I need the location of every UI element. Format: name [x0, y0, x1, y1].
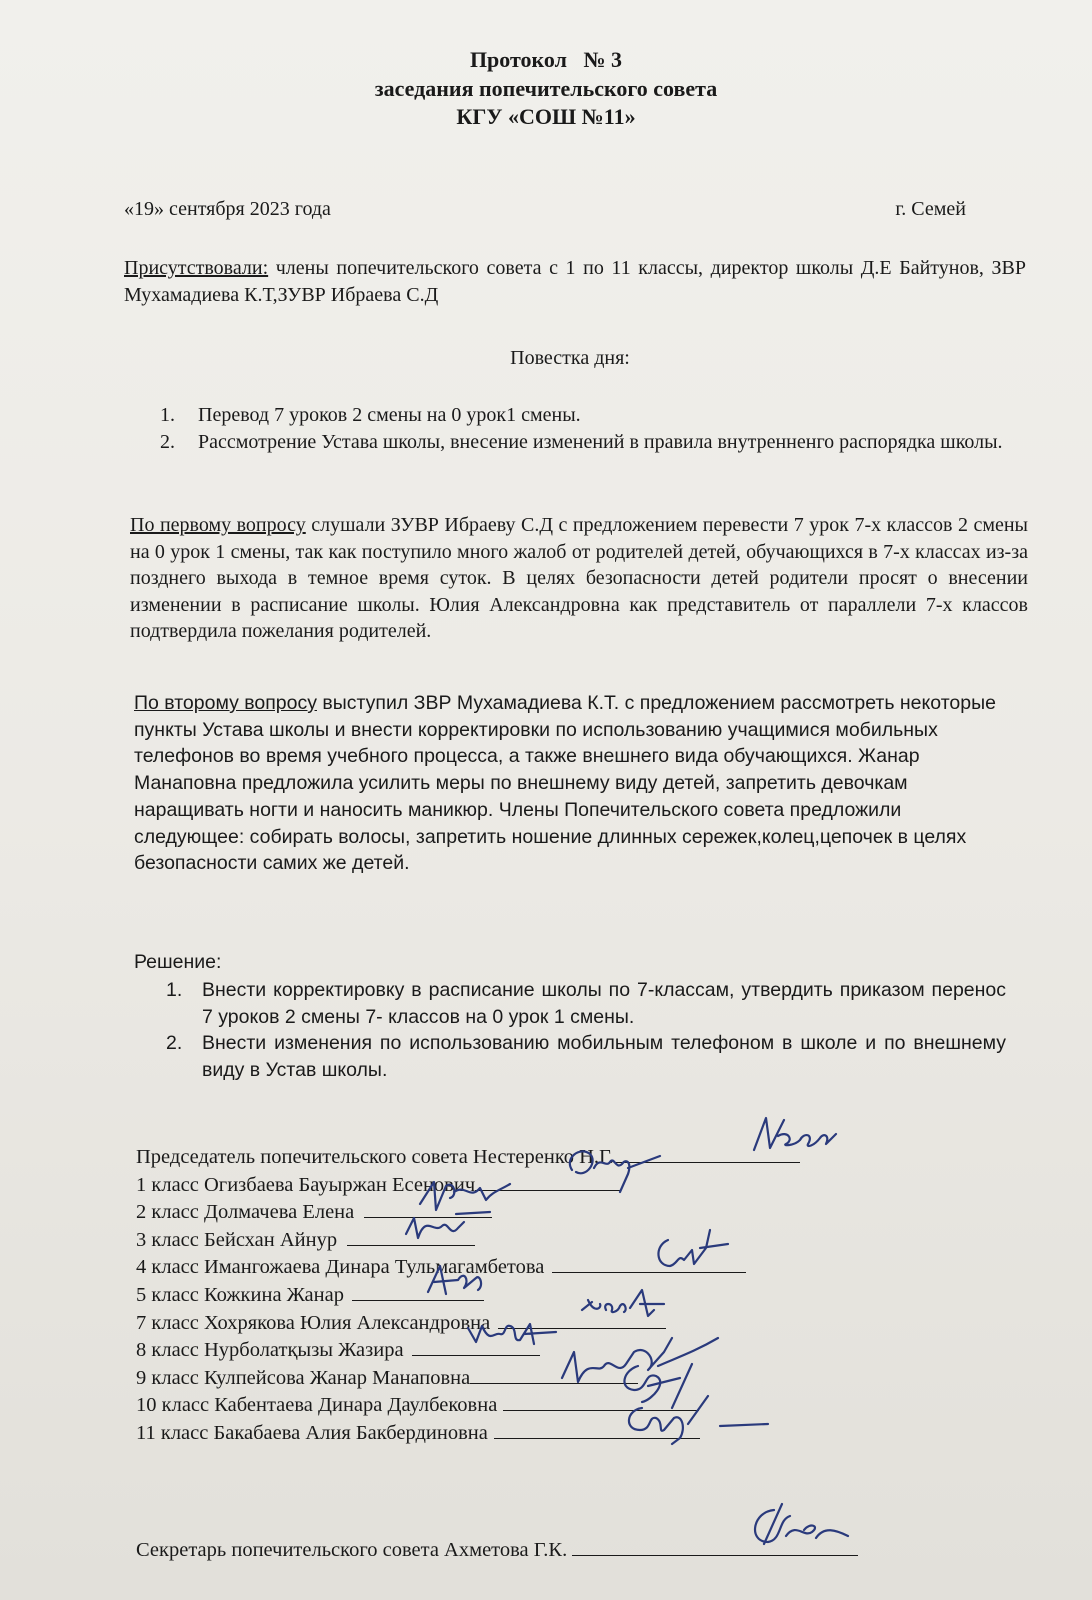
protocol-subtitle: заседания попечительского совета: [374, 75, 718, 101]
agenda-item: [160, 402, 1026, 429]
second-question-text: выступил ЗВР Мухамадиева К.Т. с предложением рассмотреть некоторые пункты Устава школы и внести корректировки по использованию учащимися мобильных телефонов во время учебного процесса, а также внешнего вида обучающихся. Жанар Манаповна предложила усилить меры по внешнему виду детей, запретить девочкам наращивать ногти и наносить маникюр. Члены Попечительского совета предложили следующее: собирать волосы, запретить ношение длинных сережек,колец,цепочек в целях безопасности самих же детей.: [134, 692, 996, 875]
agenda-item: [160, 429, 1026, 456]
protocol-header: [0, 46, 1092, 132]
signatory-name: 11 класс Бакабаева Алия Бакбердиновна: [136, 1421, 488, 1444]
signatory-line: [136, 1418, 1016, 1446]
signature-secretary: [738, 1500, 858, 1555]
signatory-name: 2 класс Долмачева Елена: [136, 1201, 355, 1224]
secretary-name: Секретарь попечительского совета Ахметова Г.К.: [136, 1539, 568, 1561]
agenda-title: Повестка дня:: [510, 347, 630, 369]
signatory-name: Председатель попечительского совета Нестеренко Н.Г.: [136, 1146, 614, 1168]
decision-title: Решение:: [134, 951, 222, 973]
first-question-label: По первому вопросу: [130, 514, 306, 536]
signature-class-1: [560, 1140, 680, 1195]
signatory-name: 3 класс Бейсхан Айнур: [136, 1228, 338, 1251]
agenda-item-text: Рассмотрение Устава школы, внесение изменений в правила внутренненго распорядка школы.: [198, 430, 1003, 453]
attendees-text: члены попечительского совета с 1 по 11 классы, директор школы Д.Е Байтунов, ЗВР Мухамадиева К.Т,ЗУВР Ибраева С.Д: [124, 257, 1026, 306]
attendees-label: Присутствовали:: [124, 257, 269, 279]
secretary-line: [136, 1535, 1016, 1564]
decision-item: [166, 977, 1006, 1030]
signatory-name: 10 класс Кабентаева Динара Даулбековна: [136, 1394, 498, 1417]
signatory-line: [136, 1280, 1016, 1308]
agenda-item-number: 2.: [160, 430, 175, 453]
signature-class-8: [460, 1314, 560, 1354]
signatory-line: [136, 1252, 1016, 1280]
attendees-paragraph: [124, 255, 1026, 308]
decision-item-text: Внести изменения по использованию мобильным телефоном в школе и по внешнему виду в Устав школы.: [202, 1032, 1006, 1082]
meeting-city: г. Семей: [895, 198, 966, 220]
signatory-name: 5 класс Кожкина Жанар: [136, 1283, 344, 1306]
signature-class-5: [418, 1258, 498, 1303]
agenda-list: [160, 402, 1026, 455]
organization-name: КГУ «СОШ №11»: [456, 104, 636, 130]
signatory-name: 9 класс Кулпейсова Жанар Манаповна: [136, 1366, 471, 1389]
decision-item-text: Внести корректировку в расписание школы по 7-классам, утвердить приказом перенос 7 уроков 2 смены 7- классов на 0 урок 1 смены.: [202, 979, 1006, 1028]
meeting-date: «19» сентября 2023 года: [124, 198, 331, 220]
signatory-name: 1 класс Огизбаева Бауыржан Есенович: [136, 1173, 476, 1196]
first-question-text: слушали ЗУВР Ибраеву С.Д с предложением перевести 7 урок 7-х классов 2 смены на 0 урок 1 смены, так как поступило много жалоб от родителей детей, обучающихся в 7-х классах из-за позднего выхода в темное время суток. В целях безопасности детей родители просят о внесении изменении в расписание школы. Юлия Александровна как представитель от параллели 7-х классов подтвердила пожелания родителей.: [130, 514, 1028, 643]
signature-chairman: [748, 1110, 848, 1160]
decision-item-number: 1.: [166, 979, 183, 1001]
signatory-name: 7 класс Хохрякова Юлия Александровна: [136, 1311, 491, 1334]
signatory-line: [136, 1197, 1016, 1225]
date-line: [124, 196, 966, 223]
decision-list: [166, 977, 1006, 1084]
signatory-line: [136, 1225, 1016, 1253]
signatory-name: 8 класс Нурболатқызы Жазира: [136, 1339, 404, 1362]
protocol-title: Протокол № 3: [469, 47, 623, 72]
signatory-name: 4 класс Имангожаева Динара Тульмагамбетова: [136, 1256, 545, 1279]
signature-class-4: [648, 1226, 738, 1276]
second-question-label: По второму вопросу: [134, 692, 317, 714]
agenda-item-number: 1.: [160, 404, 175, 426]
decision-item: [166, 1030, 1006, 1083]
decision-item-number: 2.: [166, 1032, 183, 1055]
agenda-item-text: Перевод 7 уроков 2 смены на 0 урок1 смены.: [198, 404, 581, 426]
first-question-paragraph: [130, 512, 1028, 645]
signature-class-11: [612, 1394, 782, 1449]
second-question-paragraph: [134, 690, 1014, 877]
signature-class-3: [398, 1204, 498, 1244]
